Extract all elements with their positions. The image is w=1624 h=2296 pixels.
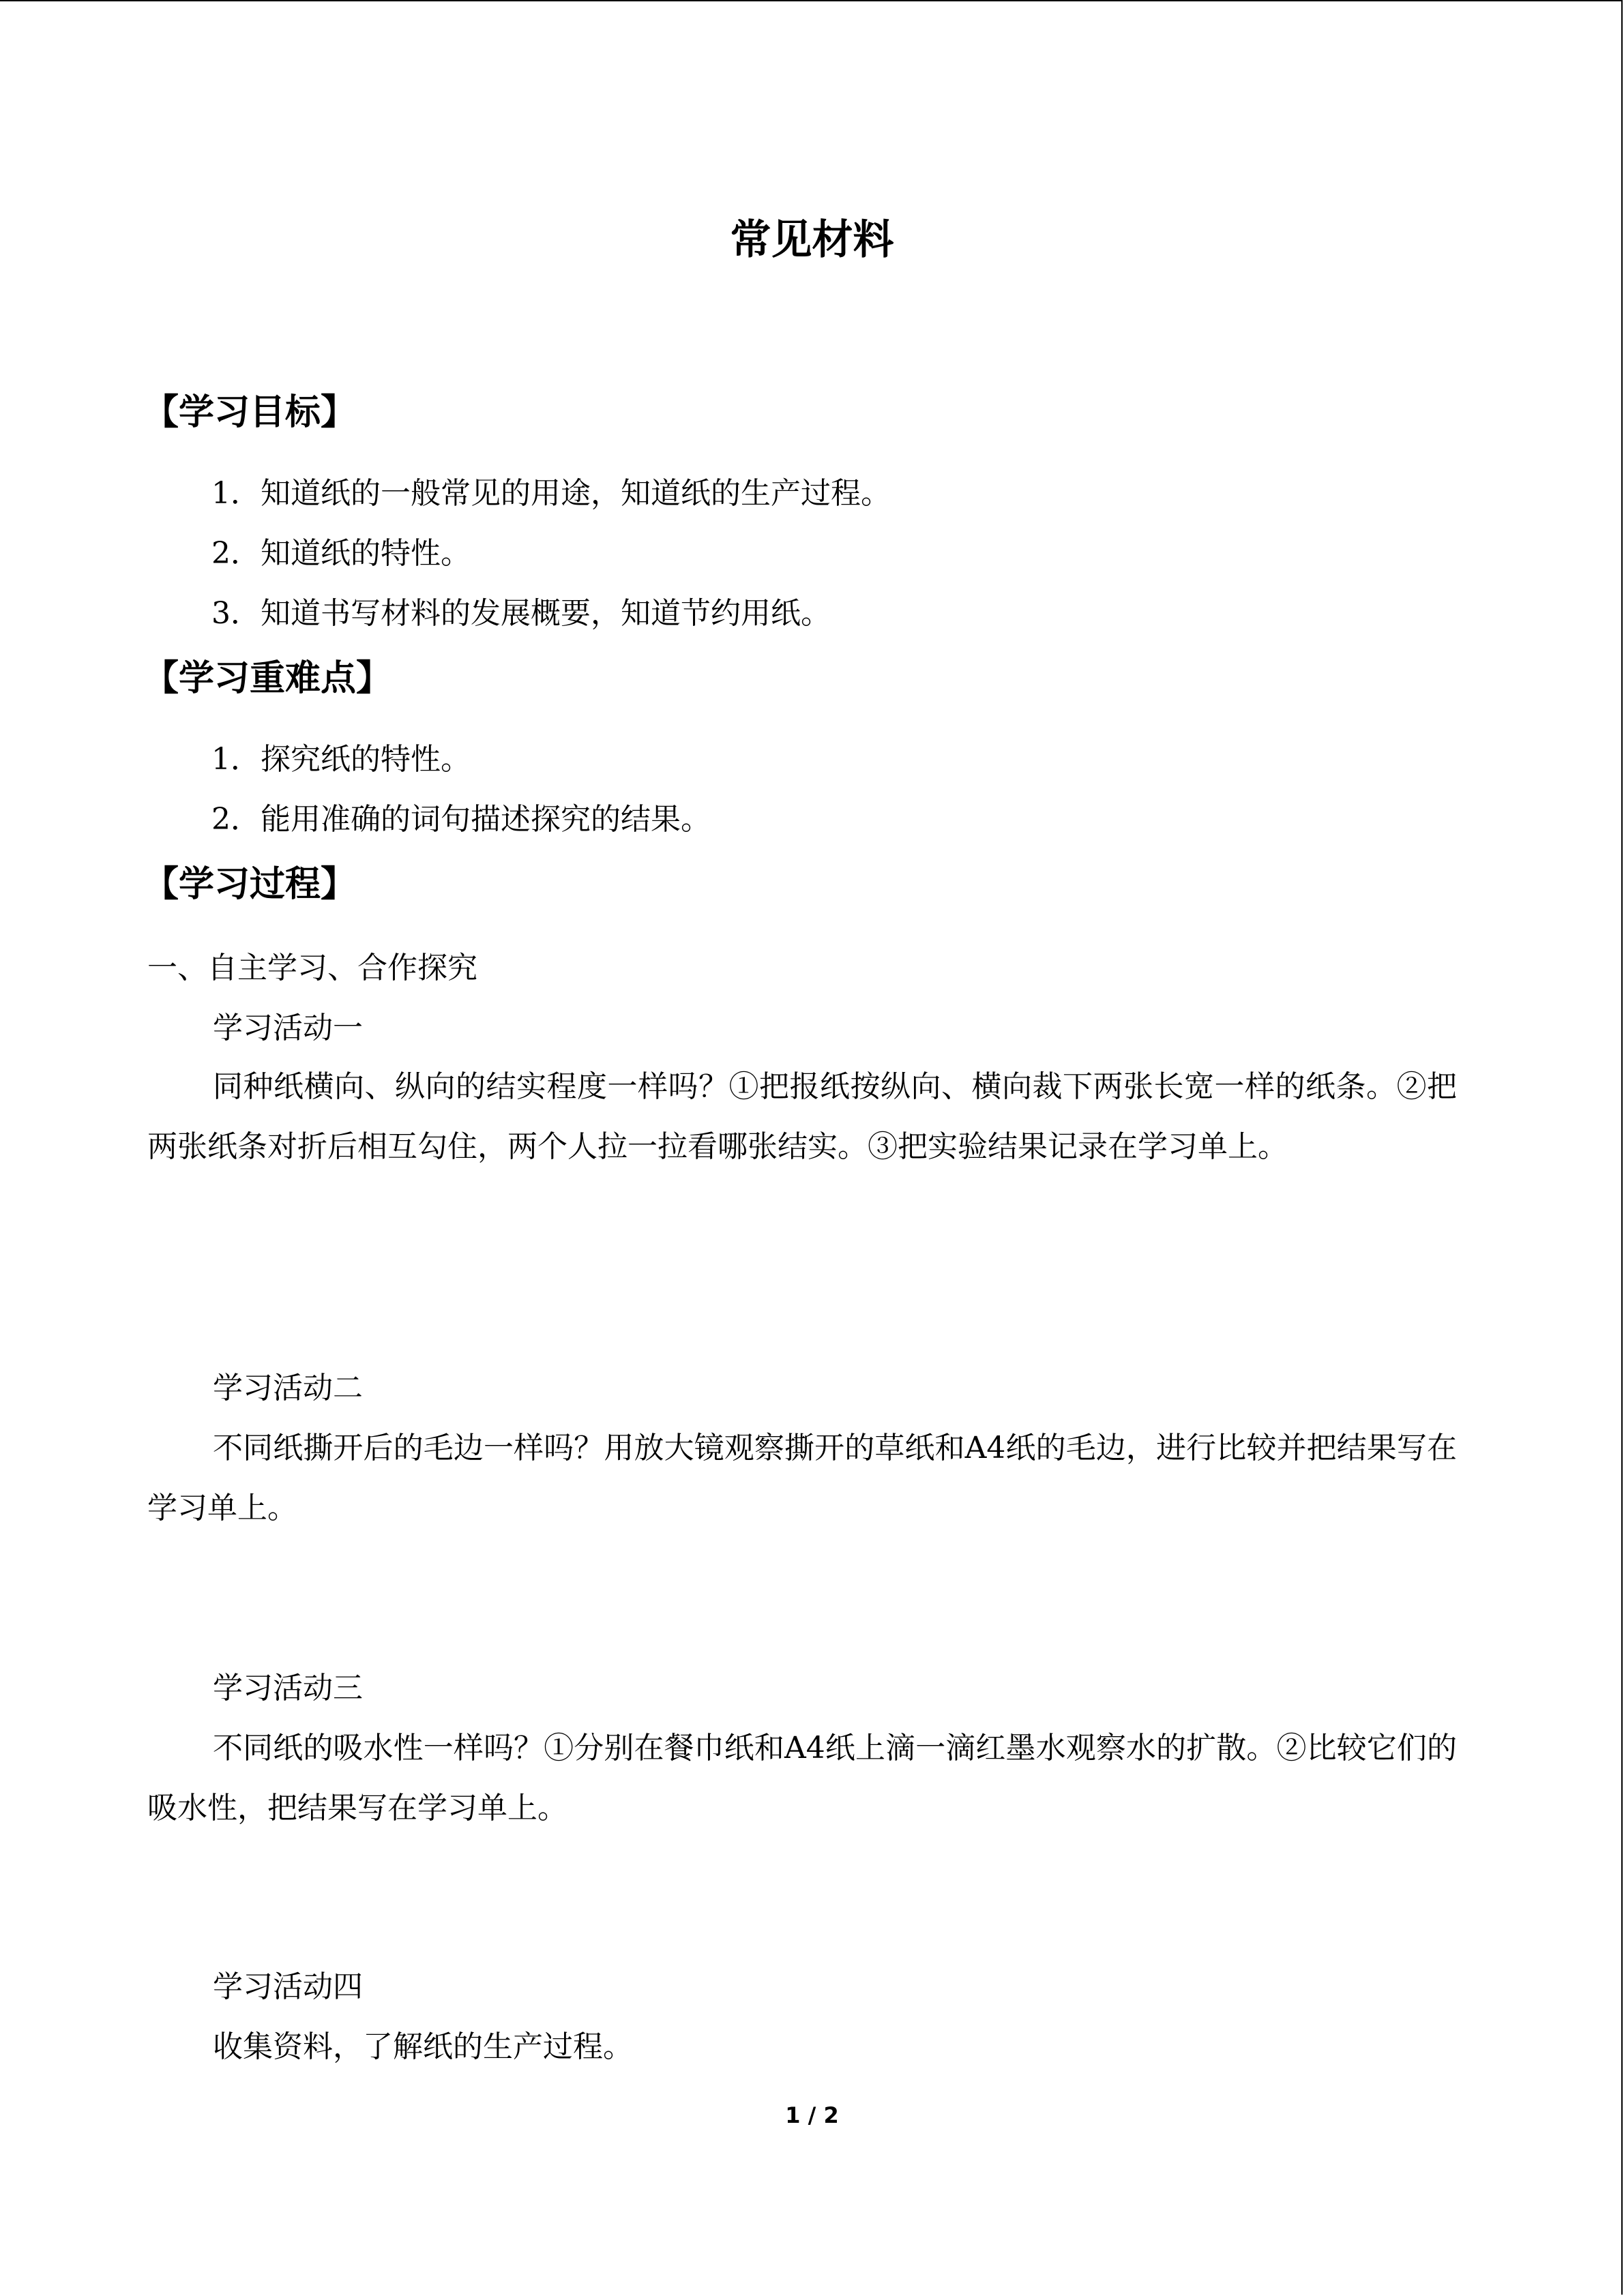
activity-text: 收集资料，了解纸的生产过程。 [213, 2029, 633, 2064]
objective-item: 3．知道书写材料的发展概要，知道节约用纸。 [211, 596, 831, 631]
document-title: 常见材料 [730, 216, 894, 264]
activity-title: 学习活动二 [213, 1371, 363, 1405]
activity-title: 学习活动三 [213, 1671, 363, 1705]
objective-item: 2．知道纸的特性。 [211, 536, 471, 571]
key-points-heading: 【学习重难点】 [143, 658, 392, 699]
page-number: 1 / 2 [785, 2102, 839, 2128]
activity-text: 不同纸撕开后的毛边一样吗？用放大镜观察撕开的草纸和A4纸的毛边，进行比较并把结果写在学习单上。 [147, 1431, 1457, 1525]
activity-title: 学习活动一 [213, 1011, 363, 1045]
objective-item: 1．知道纸的一般常见的用途，知道纸的生产过程。 [211, 476, 891, 511]
activity-title: 学习活动四 [213, 1969, 363, 2004]
key-point-item: 2．能用准确的词句描述探究的结果。 [211, 802, 711, 837]
activity-text: 不同纸的吸水性一样吗？①分别在餐巾纸和A4纸上滴一滴红墨水观察水的扩散。②比较它们的吸水性，把结果写在学习单上。 [147, 1731, 1457, 1825]
section-title: 一、自主学习、合作探究 [147, 951, 477, 985]
objectives-heading: 【学习目标】 [143, 392, 357, 433]
process-heading: 【学习过程】 [143, 864, 357, 905]
activity-text: 同种纸横向、纵向的结实程度一样吗？①把报纸按纵向、横向裁下两张长宽一样的纸条。②把两张纸条对折后相互勾住，两个人拉一拉看哪张结实。③把实验结果记录在学习单上。 [147, 1069, 1457, 1164]
key-point-item: 1．探究纸的特性。 [211, 742, 471, 777]
